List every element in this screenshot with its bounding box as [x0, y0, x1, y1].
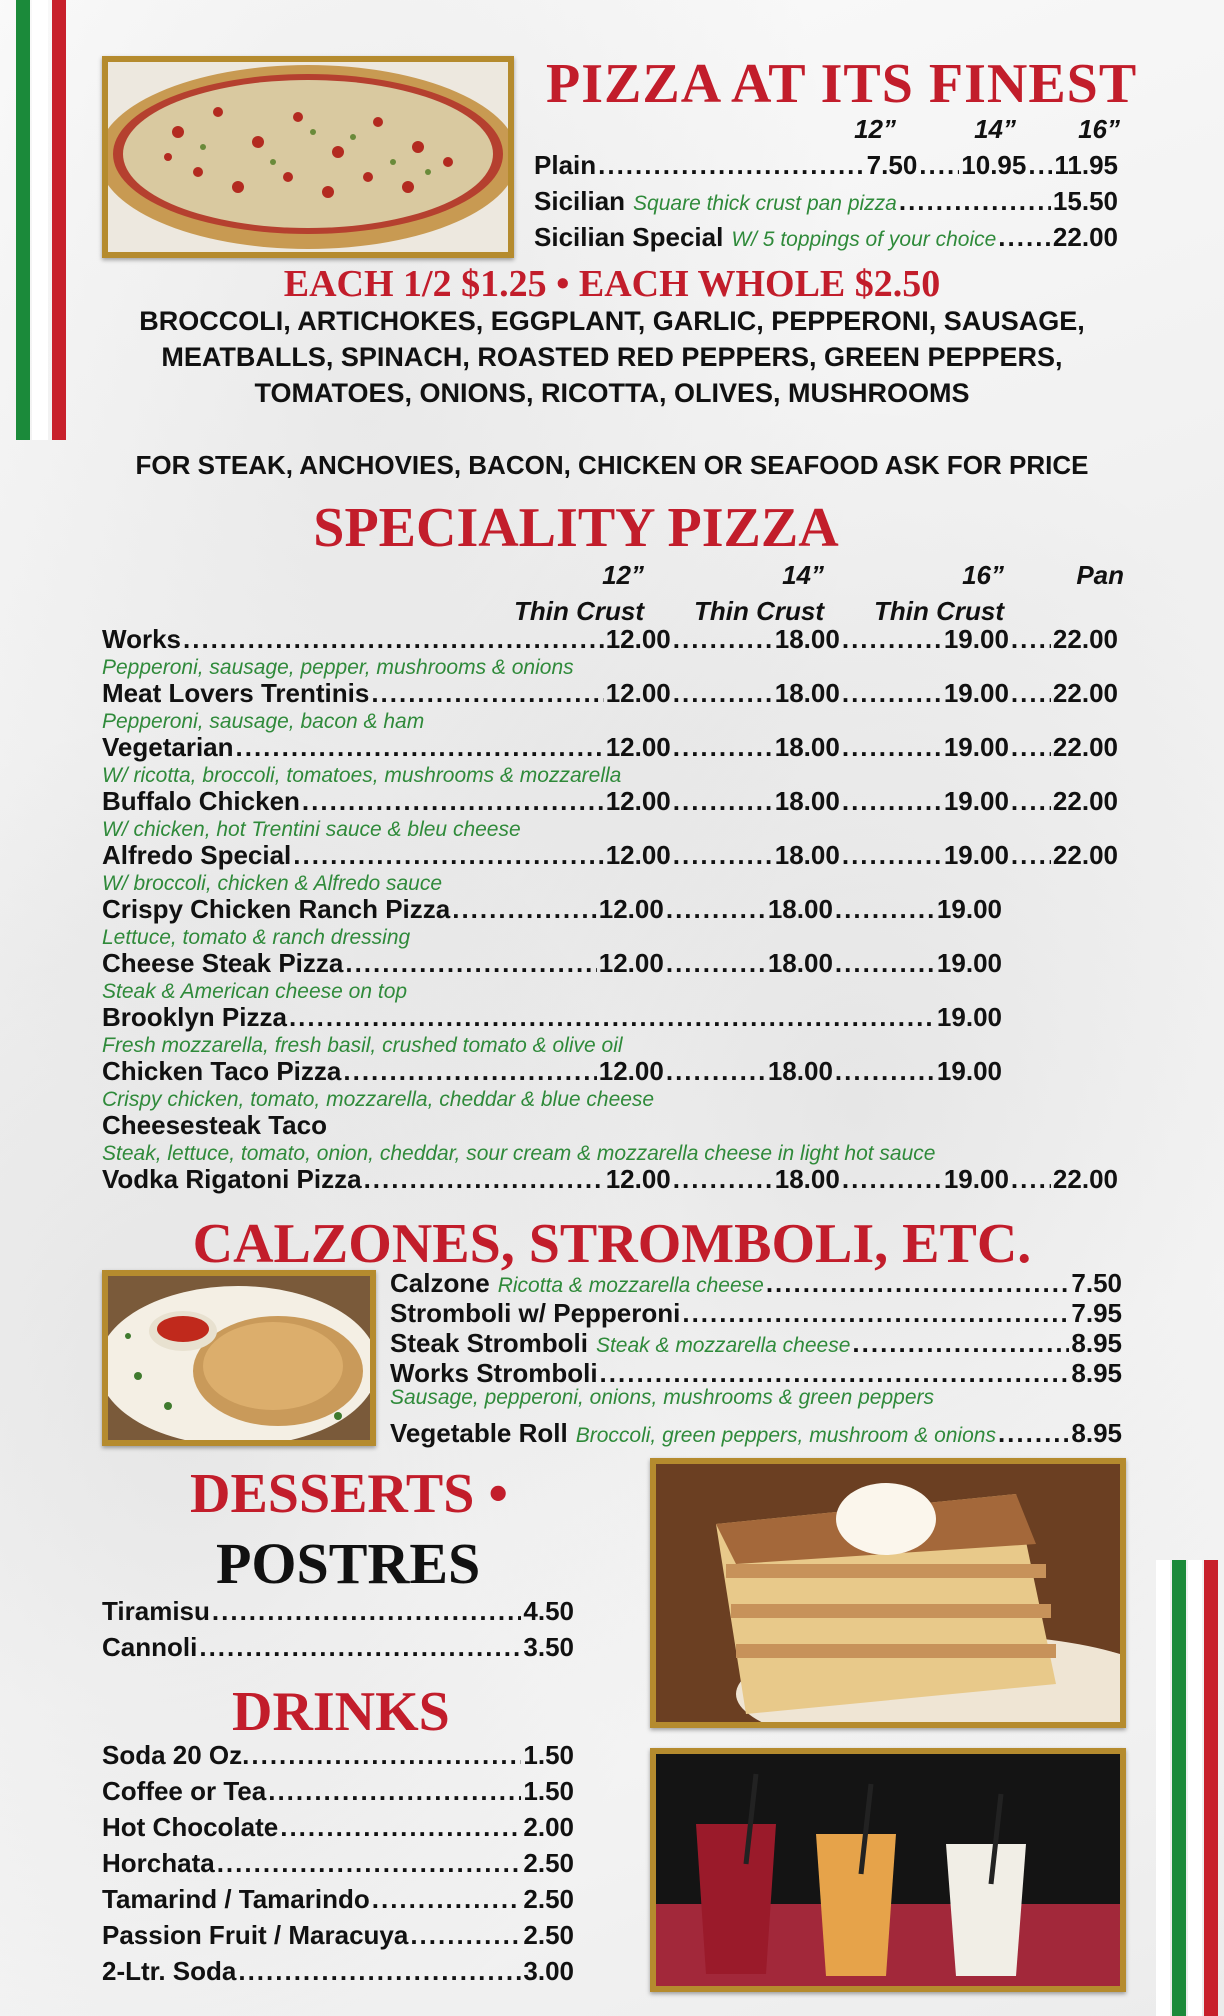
item-desc: Steak & American cheese on top [102, 980, 408, 1003]
spec-size-14: 14” [782, 560, 824, 590]
item-name: Tamarind / Tamarindo [102, 1884, 370, 1914]
price: 2.50 [523, 1920, 574, 1950]
speciality-item [102, 894, 1002, 925]
price: 7.50 [1071, 1268, 1122, 1298]
works-stromboli-desc: Sausage, pepperoni, onions, mushrooms & green peppers [390, 1386, 935, 1409]
price-14: 10.95 [961, 150, 1027, 180]
price-14: 18.00 [774, 624, 840, 654]
speciality-item [102, 786, 1118, 817]
price: 3.50 [523, 1632, 574, 1662]
calzones-title: CALZONES, STROMBOLI, ETC. [192, 1213, 1032, 1275]
item-name: Vegetarian [102, 732, 234, 762]
price-12: 12.00 [605, 840, 671, 870]
item-name: Coffee or Tea [102, 1776, 267, 1806]
item-name: Vodka Rigatoni Pizza [102, 1164, 362, 1194]
item-desc: Square thick crust pan pizza [633, 192, 897, 215]
speciality-item [102, 732, 1118, 763]
item-desc: Fresh mozzarella, fresh basil, crushed tomato & olive oil [102, 1034, 623, 1057]
item-desc: Crispy chicken, tomato, mozzarella, cheddar & blue cheese [102, 1088, 655, 1111]
price-16: 19.00 [936, 894, 1002, 924]
item-name: Sicilian [534, 186, 626, 216]
price-16: 19.00 [943, 1164, 1009, 1194]
price-12: 12.00 [598, 948, 664, 978]
price-16: 19.00 [936, 1056, 1002, 1086]
speciality-item [102, 1164, 1118, 1195]
item-desc: Pepperoni, sausage, pepper, mushrooms & onions [102, 656, 574, 679]
item-name: Alfredo Special [102, 840, 292, 870]
price: 22.00 [1052, 222, 1118, 252]
drink-item [102, 1920, 574, 1951]
item-desc: W/ broccoli, chicken & Alfredo sauce [102, 872, 443, 895]
item-name: Tiramisu [102, 1596, 210, 1626]
item-name: Works [102, 624, 181, 654]
item-desc: W/ ricotta, broccoli, tomatoes, mushrooms & mozzarella [102, 764, 622, 787]
speciality-item [102, 624, 1118, 655]
item-name: Passion Fruit / Maracuya [102, 1920, 409, 1950]
calzone-item [390, 1418, 1122, 1449]
price-14: 18.00 [774, 840, 840, 870]
toppings-line-2: MEATBALLS, SPINACH, ROASTED RED PEPPERS, GREEN PEPPERS, [161, 342, 1063, 372]
price-16: 11.95 [1054, 150, 1118, 180]
item-name: 2-Ltr. Soda [102, 1956, 237, 1986]
price-14: 18.00 [767, 894, 833, 924]
price-14: 18.00 [774, 732, 840, 762]
price-14: 18.00 [767, 948, 833, 978]
price: 1.50 [523, 1776, 574, 1806]
price-14: 18.00 [767, 1056, 833, 1086]
menu-item-sicilian [534, 186, 1118, 217]
item-name: Soda 20 Oz. [102, 1740, 250, 1770]
price-pan: 22.00 [1052, 624, 1118, 654]
calzone-item [390, 1298, 1122, 1329]
item-name: Hot Chocolate [102, 1812, 279, 1842]
speciality-item [102, 678, 1118, 709]
price: 4.50 [523, 1596, 574, 1626]
price-12: 12.00 [598, 1056, 664, 1086]
price: 2.50 [523, 1884, 574, 1914]
spec-size-12: 12” [602, 560, 644, 590]
drink-item [102, 1956, 574, 1987]
drink-item [102, 1884, 574, 1915]
item-name: Horchata [102, 1848, 215, 1878]
item-name: Cheese Steak Pizza [102, 948, 344, 978]
pizza-photo [102, 56, 514, 258]
item-name: Works Stromboli [390, 1358, 598, 1388]
price: 8.95 [1071, 1418, 1122, 1448]
item-desc: W/ chicken, hot Trentini sauce & bleu cheese [102, 818, 521, 841]
price: 3.00 [523, 1956, 574, 1986]
item-name: Cannoli [102, 1632, 198, 1662]
spec-size-16: 16” [962, 560, 1004, 590]
price-16: 19.00 [943, 786, 1009, 816]
price-12: 12.00 [605, 786, 671, 816]
item-name: Vegetable Roll [390, 1418, 568, 1448]
menu-item-sicilian-special [534, 222, 1118, 253]
toppings-line-1: BROCCOLI, ARTICHOKES, EGGPLANT, GARLIC, PEPPERONI, SAUSAGE, [139, 306, 1085, 336]
price-14: 18.00 [774, 678, 840, 708]
spec-size-pan: Pan [1076, 560, 1124, 590]
price-16: 19.00 [943, 624, 1009, 654]
toppings-price-line: EACH 1/2 $1.25 • EACH WHOLE $2.50 [283, 263, 941, 305]
item-name: Brooklyn Pizza [102, 1002, 287, 1032]
price: 8.95 [1071, 1328, 1122, 1358]
item-desc: Lettuce, tomato & ranch dressing [102, 926, 411, 949]
price-12: 12.00 [605, 732, 671, 762]
size-12-header: 12” [854, 114, 896, 144]
item-name: Buffalo Chicken [102, 786, 300, 816]
drink-item [102, 1740, 574, 1771]
item-name: Stromboli w/ Pepperoni [390, 1298, 681, 1328]
price-pan: 22.00 [1052, 840, 1118, 870]
drinks-title: DRINKS [232, 1681, 450, 1743]
item-desc: Steak, lettuce, tomato, onion, cheddar, sour cream & mozzarella cheese in light hot sauce [102, 1142, 936, 1165]
toppings-line-3: TOMATOES, ONIONS, RICOTTA, OLIVES, MUSHROOMS [254, 378, 970, 408]
dessert-item [102, 1596, 574, 1627]
drinks-photo [650, 1748, 1126, 1992]
toppings-ask-price: FOR STEAK, ANCHOVIES, BACON, CHICKEN OR SEAFOOD ASK FOR PRICE [135, 450, 1089, 480]
price-12: 12.00 [605, 624, 671, 654]
price-16: 19.00 [943, 732, 1009, 762]
price-pan: 22.00 [1052, 786, 1118, 816]
dessert-item [102, 1632, 574, 1663]
price-12: 7.50 [866, 150, 918, 180]
price-12: 12.00 [598, 894, 664, 924]
spec-crust-16: Thin Crust [874, 596, 1004, 626]
desserts-title: DESSERTS • [190, 1463, 509, 1525]
calzone-item [390, 1328, 1122, 1359]
item-name: Plain [534, 150, 597, 180]
price-pan: 22.00 [1052, 1164, 1118, 1194]
drink-item [102, 1776, 574, 1807]
price: 7.95 [1071, 1298, 1122, 1328]
postres-title: POSTRES [216, 1531, 481, 1596]
calzone-item [390, 1358, 1122, 1389]
price-12: 12.00 [605, 678, 671, 708]
item-name: Chicken Taco Pizza [102, 1056, 342, 1086]
pizza-title: PIZZA AT ITS FINEST [546, 53, 1138, 115]
price-16: 19.00 [936, 948, 1002, 978]
price-12: 12.00 [605, 1164, 671, 1194]
price: 8.95 [1071, 1358, 1122, 1388]
price-16: 19.00 [936, 1002, 1002, 1032]
item-desc: Pepperoni, sausage, bacon & ham [102, 710, 425, 733]
spec-crust-12: Thin Crust [514, 596, 644, 626]
item-desc: Steak & mozzarella cheese [595, 1334, 851, 1357]
drink-item [102, 1848, 574, 1879]
drink-item [102, 1812, 574, 1843]
price: 2.50 [523, 1848, 574, 1878]
price-pan: 22.00 [1052, 732, 1118, 762]
menu-item-plain [534, 150, 1118, 181]
speciality-item [102, 1056, 1002, 1087]
price-14: 18.00 [774, 786, 840, 816]
speciality-item [102, 1002, 1002, 1033]
item-name: Cheesesteak Taco [102, 1110, 327, 1140]
item-name: Calzone [390, 1268, 490, 1298]
item-desc: Ricotta & mozzarella cheese [497, 1274, 764, 1297]
price: 1.50 [523, 1740, 574, 1770]
item-desc: W/ 5 toppings of your choice [731, 228, 997, 251]
item-name: Steak Stromboli [390, 1328, 588, 1358]
speciality-item [102, 1110, 702, 1141]
price: 15.50 [1052, 186, 1118, 216]
speciality-item [102, 840, 1118, 871]
price-14: 18.00 [774, 1164, 840, 1194]
calzone-item [390, 1268, 1122, 1299]
price-pan: 22.00 [1052, 678, 1118, 708]
spec-crust-14: Thin Crust [694, 596, 824, 626]
speciality-title: SPECIALITY PIZZA [313, 497, 839, 559]
price-16: 19.00 [943, 678, 1009, 708]
tiramisu-photo [650, 1458, 1126, 1728]
price: 2.00 [523, 1812, 574, 1842]
item-name: Crispy Chicken Ranch Pizza [102, 894, 451, 924]
calzone-photo [102, 1270, 376, 1446]
item-name: Meat Lovers Trentinis [102, 678, 370, 708]
item-name: Sicilian Special [534, 222, 724, 252]
price-16: 19.00 [943, 840, 1009, 870]
speciality-item [102, 948, 1002, 979]
item-desc: Broccoli, green peppers, mushroom & onions [575, 1424, 996, 1447]
size-14-header: 14” [974, 114, 1016, 144]
size-16-header: 16” [1078, 114, 1120, 144]
